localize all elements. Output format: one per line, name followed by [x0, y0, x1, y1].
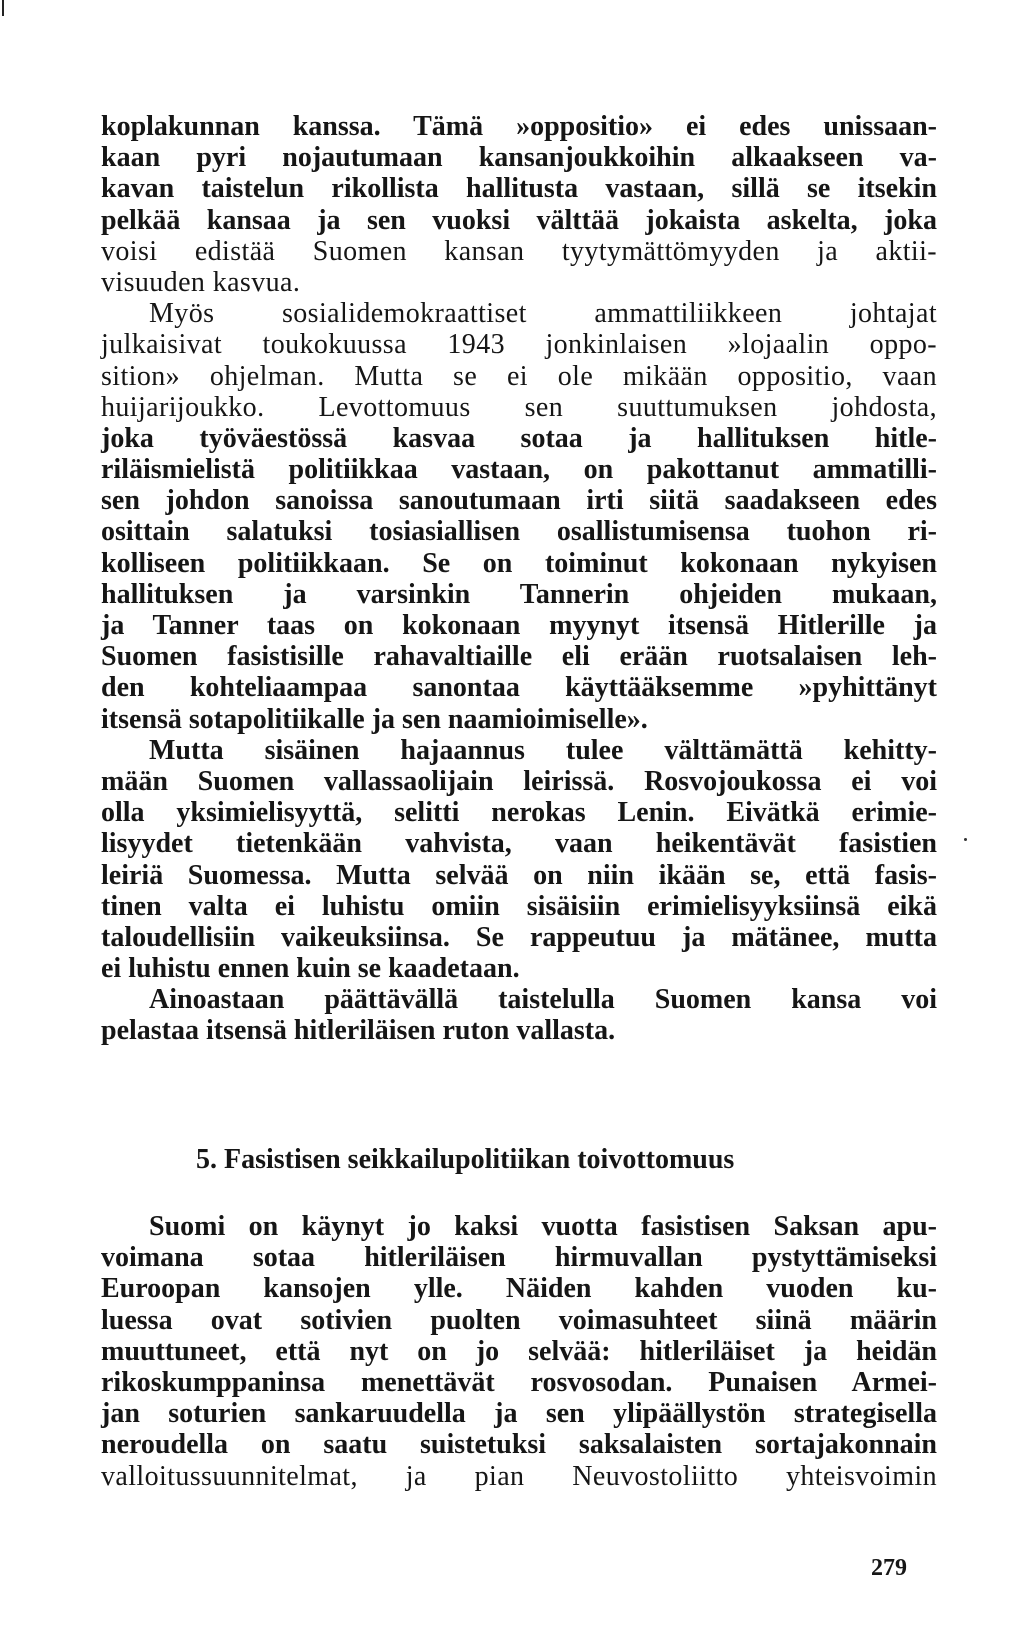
text-line: tinen valta ei luhistu omiin sisäisiin erimielisyyksiinsä eikä — [101, 890, 937, 922]
text-line: voimana sotaa hitleriläisen hirmuvallan pystyttämiseksi — [101, 1242, 937, 1274]
text-line: ei luhistu ennen kuin se kaadetaan. — [101, 953, 520, 985]
text-line: riläismielistä politiikkaa vastaan, on pakottanut ammatilli- — [101, 454, 937, 486]
text-line: koplakunnan kanssa. Tämä »oppositio» ei edes unissaan- — [101, 111, 937, 142]
text-line: osittain salatuksi tosiasiallisen osallistumisensa tuohon ri- — [101, 516, 937, 548]
body-text-block-2 — [101, 1211, 937, 1492]
text-line: itsensä sotapolitiikalle ja sen naamioimiselle». — [101, 703, 648, 735]
text-line: Suomen fasistisille rahavaltiaille eli erään ruotsalaisen leh- — [101, 641, 937, 673]
text-line: olla yksimielisyyttä, selitti nerokas Lenin. Eivätkä erimie- — [101, 797, 937, 829]
text-line: Mutta sisäinen hajaannus tulee välttämättä kehitty- — [149, 734, 937, 766]
text-line: joka työväestössä kasvaa sotaa ja hallituksen hitle- — [101, 422, 937, 454]
text-line: kavan taistelun rikollista hallitusta vastaan, sillä se itsekin — [101, 173, 937, 205]
text-line: Myös sosialidemokraattiset ammattiliikkeen johtajat — [149, 298, 937, 330]
text-line: neroudella on saatu suistetuksi saksalaisten sortajakonnain — [101, 1429, 937, 1461]
text-line: julkaisivat toukokuussa 1943 jonkinlaisen »lojaalin oppo- — [101, 329, 937, 361]
text-line: kolliseen politiikkaan. Se on toiminut kokonaan nykyisen — [101, 547, 937, 579]
text-line: sen johdon sanoissa sanoutumaan irti siitä saadakseen edes — [101, 485, 937, 517]
text-line: pelkää kansaa ja sen vuoksi välttää jokaista askelta, joka — [101, 204, 937, 236]
text-line: taloudellisiin vaikeuksiinsa. Se rappeutuu ja mätänee, mutta — [101, 921, 937, 953]
text-line: muuttuneet, että nyt on jo selvää: hitleriläiset ja heidän — [101, 1335, 937, 1367]
text-line: rikoskumppaninsa menettävät rosvosodan. Punaisen Armei- — [101, 1366, 937, 1398]
text-line: den kohteliaampaa sanontaa käyttääksemme »pyhittänyt — [101, 672, 937, 704]
text-line: pelastaa itsensä hitleriläisen ruton vallasta. — [101, 1015, 616, 1047]
text-line: voisi edistää Suomen kansan tyytymättömyyden ja aktii- — [101, 235, 937, 267]
scan-speck — [964, 838, 967, 841]
text-line: kaan pyri nojautumaan kansanjoukkoihin alkaakseen va- — [101, 142, 937, 174]
section-heading: 5. Fasistisen seikkailupolitiikan toivottomuus — [196, 1144, 735, 1175]
body-text-block-1 — [101, 111, 937, 1047]
text-line: jan soturien sankaruudella ja sen ylipäällystön strategisella — [101, 1398, 937, 1430]
page-number: 279 — [871, 1555, 907, 1581]
text-line: ja Tanner taas on kokonaan myynyt itsensä Hitlerille ja — [101, 610, 937, 641]
text-line: leiriä Suomessa. Mutta selvää on niin ikään se, että fasis- — [101, 859, 937, 891]
text-line: huijarijoukko. Levottomuus sen suuttumuksen johdosta, — [101, 391, 937, 423]
text-line: Suomi on käynyt jo kaksi vuotta fasistisen Saksan apu- — [149, 1211, 937, 1242]
text-line: valloitussuunnitelmat, ja pian Neuvostoliitto yhteisvoimin — [101, 1460, 937, 1492]
text-line: Ainoastaan päättävällä taistelulla Suomen kansa voi — [149, 984, 937, 1016]
text-line: sition» ohjelman. Mutta se ei ole mikään oppositio, vaan — [101, 360, 937, 392]
text-line: hallituksen ja varsinkin Tannerin ohjeiden mukaan, — [101, 578, 937, 610]
text-line: Euroopan kansojen ylle. Näiden kahden vuoden ku- — [101, 1273, 937, 1305]
text-line: luessa ovat sotivien puolten voimasuhteet siinä määrin — [101, 1304, 937, 1336]
text-line: mään Suomen vallassaolijain leirissä. Rosvojoukossa ei voi — [101, 765, 937, 797]
text-line: lisyydet tietenkään vahvista, vaan heikentävät fasistien — [101, 828, 937, 860]
text-line: visuuden kasvua. — [101, 266, 301, 298]
scan-margin-mark — [2, 0, 4, 16]
